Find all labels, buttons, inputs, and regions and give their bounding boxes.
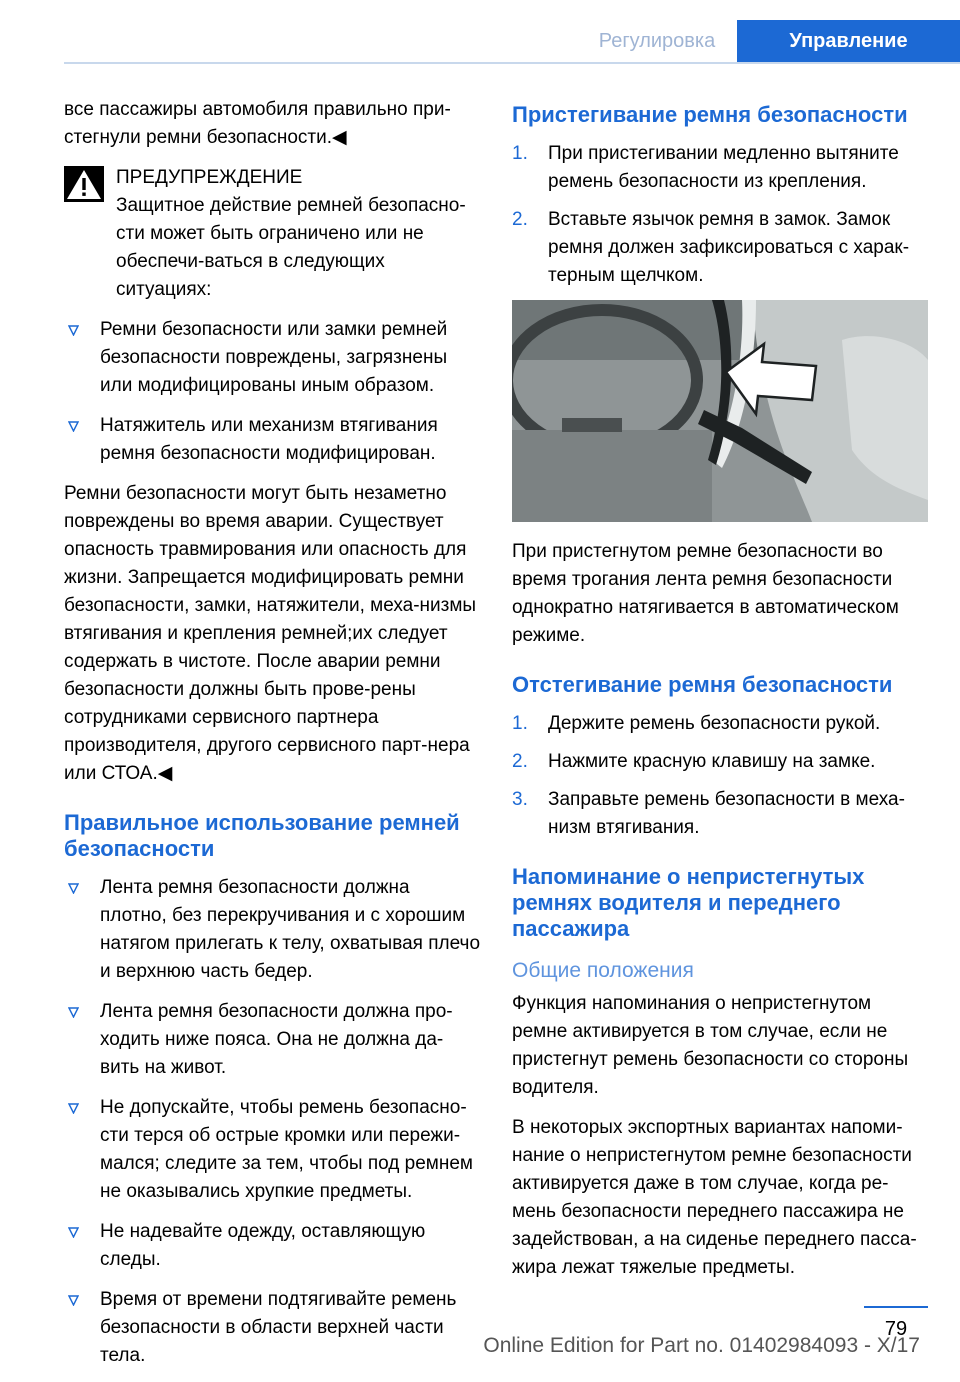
step-number: 1.: [512, 143, 528, 164]
list-item-text: Не надевайте одежду, оставляющую следы.: [100, 1221, 426, 1270]
correct-use-list: [64, 874, 480, 1370]
triangle-bullet-icon: [68, 325, 79, 336]
warning-outro: Ремни безопасности могут быть незаметно повреждены во время аварии. Существует опасность травмирования или опасность для жизни. Запрещается модифицировать ремни безопасности, замки, натяжители, меха-низмы втягивания и крепления ремней;их следует содержать в чистоте. После аварии ремни безопасности должны быть прове-рены сотрудниками сервисного партнера производителя, другого сервисного парт-нера или СТОА.◀: [64, 483, 477, 784]
step-text: Нажмите красную клавишу на замке.: [548, 751, 876, 772]
list-item: [64, 998, 480, 1082]
list-item: [64, 316, 480, 400]
list-item-text: Натяжитель или механизм втягивания ремня безопасности модифицирован.: [100, 415, 438, 464]
triangle-bullet-icon: [68, 1295, 79, 1306]
page-number: 79: [884, 1318, 908, 1340]
triangle-bullet-icon: [68, 1103, 79, 1114]
list-item-text: Ремни безопасности или замки ремней безопасности повреждены, загрязнены или модифицированы иным образом.: [100, 319, 448, 396]
step-number: 3.: [512, 789, 528, 810]
step-text: Заправьте ремень безопасности в меха-низм втягивания.: [548, 789, 905, 838]
list-item: [512, 710, 928, 738]
warning-body: Защитное действие ремней безопасно-сти может быть ограничено или не обеспечи-ваться в следующих ситуациях:: [116, 195, 466, 300]
heading-reminder: Напоминание о непристегнутых ремнях водителя и переднего пассажира: [512, 864, 865, 941]
warning-block: [64, 164, 480, 304]
list-item: [64, 412, 480, 468]
list-item: [512, 206, 928, 290]
triangle-bullet-icon: [68, 421, 79, 432]
triangle-bullet-icon: [68, 1007, 79, 1018]
list-item: [64, 1286, 480, 1370]
step-number: 2.: [512, 209, 528, 230]
step-text: Вставьте язычок ремня в замок. Замок ремня должен зафиксироваться с харак-терным щелчком.: [548, 209, 910, 286]
header-rule: [64, 62, 960, 64]
right-column: [512, 96, 928, 1294]
list-item: [512, 140, 928, 196]
seatbelt-photo: [512, 300, 928, 522]
list-item-text: Не допускайте, чтобы ремень безопасно-сти терся об острые кромки или пережи-мался; следите за тем, чтобы под ремнем не оказывались хрупкие предметы.: [100, 1097, 473, 1202]
list-item: [64, 1218, 480, 1274]
list-item-text: Лента ремня безопасности должна плотно, без перекручивания и с хорошим натягом прилегать к телу, охватывая плечо и верхнюю часть бедер.: [100, 877, 481, 982]
intro-text: все пассажиры автомобиля правильно при-стегнули ремни безопасности.◀: [64, 99, 451, 148]
heading-correct-use: Правильное использование ремней безопасности: [64, 810, 460, 861]
warning-list: [64, 316, 480, 468]
list-item: [512, 786, 928, 842]
warning-title: ПРЕДУПРЕЖДЕНИЕ: [116, 167, 303, 188]
heading-fasten: Пристегивание ремня безопасности: [512, 102, 908, 127]
list-item-text: Лента ремня безопасности должна про-ходить ниже пояса. Она не должна да-вить на живот.: [100, 1001, 453, 1078]
step-text: Держите ремень безопасности рукой.: [548, 713, 881, 734]
step-number: 2.: [512, 751, 528, 772]
list-item: [64, 1094, 480, 1206]
triangle-bullet-icon: [68, 1227, 79, 1238]
list-item-text: Время от времени подтягивайте ремень безопасности в области верхней части тела.: [100, 1289, 457, 1366]
triangle-bullet-icon: [68, 883, 79, 894]
list-item: [512, 748, 928, 776]
warning-triangle-icon: [64, 166, 104, 202]
heading-unfasten: Отстегивание ремня безопасности: [512, 672, 893, 697]
unfasten-steps: [512, 710, 928, 842]
step-text: При пристегивании медленно вытяните ремень безопасности из крепления.: [548, 143, 899, 192]
edition-watermark: Online Edition for Part no. 01402984093 - X/17: [483, 1334, 920, 1357]
header-tab-adjust: Регулировка: [578, 20, 736, 62]
fasten-steps: [512, 140, 928, 290]
list-item: [64, 874, 480, 986]
step-number: 1.: [512, 713, 528, 734]
footer-rule: [864, 1306, 928, 1308]
header-tab-operation: Управление: [737, 20, 960, 62]
left-column: [64, 96, 480, 1382]
general-paragraph-1: Функция напоминания о непристегнутом ремне активируется в том случае, если не пристегнут ремень безопасности со стороны водителя.: [512, 993, 909, 1098]
heading-general: Общие положения: [512, 959, 694, 982]
fasten-note: При пристегнутом ремне безопасности во время трогания лента ремня безопасности однократно натягивается в автоматическом режиме.: [512, 541, 899, 646]
general-paragraph-2: В некоторых экспортных вариантах напоми-нание о непристегнутом ремне безопасности активируется даже в том случае, когда ре-мень безопасности переднего пассажира не задействован, а на сиденье переднего пасса-жира лежат тяжелые предметы.: [512, 1117, 917, 1278]
